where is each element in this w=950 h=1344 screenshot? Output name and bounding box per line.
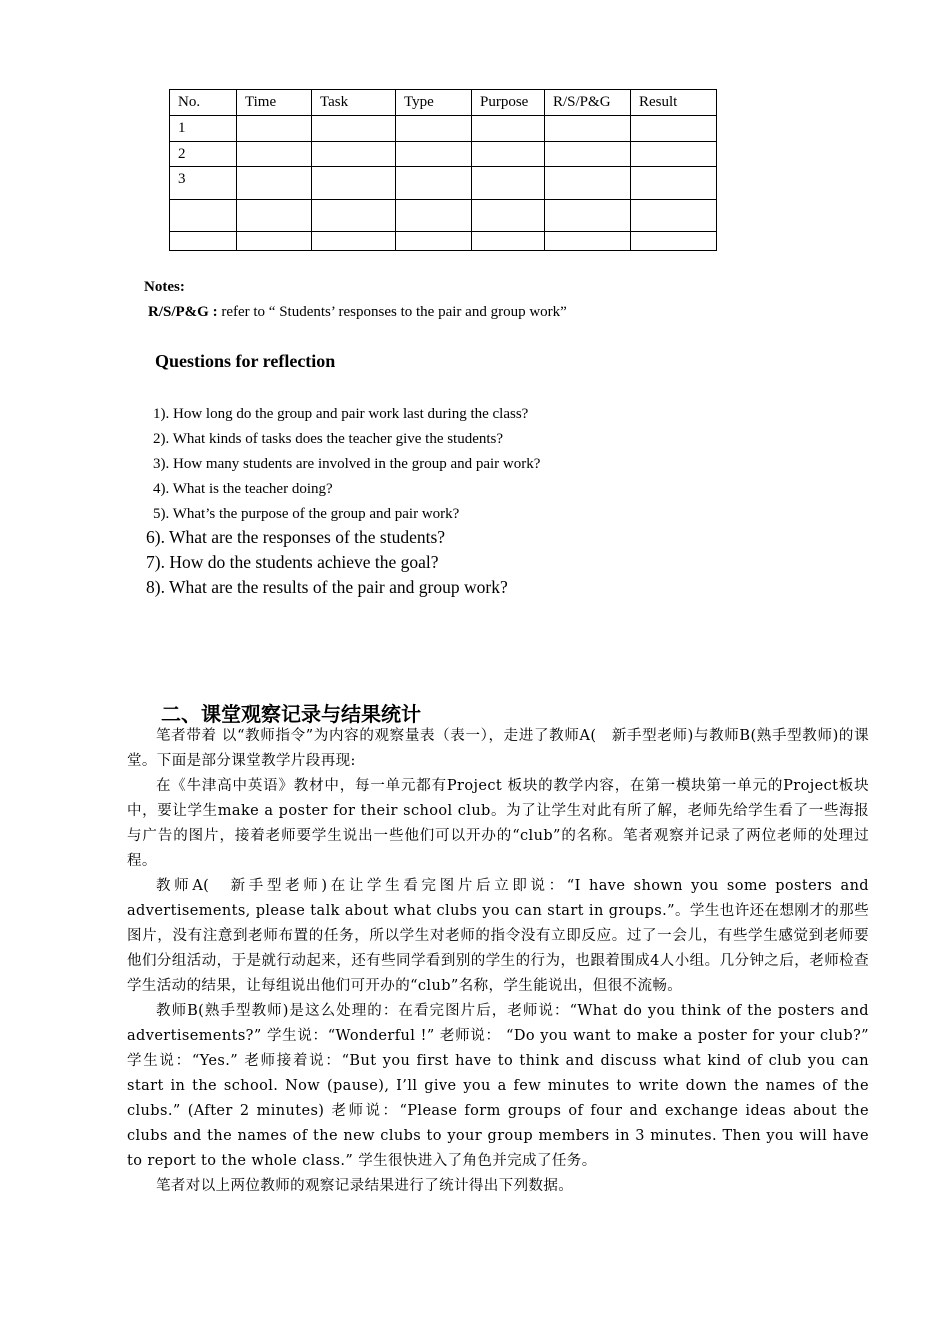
table-column-header: Result [631,90,717,116]
table-cell [631,232,717,251]
body-paragraph: 笔者对以上两位教师的观察记录结果进行了统计得出下列数据。 [156,1178,574,1194]
table-cell [396,142,472,167]
table-cell [545,232,631,251]
table-row [170,116,717,142]
table-column-header: Type [396,90,472,116]
table-cell [545,167,631,200]
table-cell [237,232,312,251]
reflection-question: 7). How do the students achieve the goal? [146,552,439,572]
reflection-question: 2). What kinds of tasks does the teacher give the students? [153,431,504,447]
table-cell [472,232,545,251]
table-cell [545,116,631,142]
table-row [170,167,717,200]
section-heading: 二、课堂观察记录与结果统计 [161,702,421,726]
body-paragraph: 笔者带着 以“教师指令”为内容的观察量表（表一），走进了教师A( 新手型老师)与教师B(熟手型教师)的课堂。下面是部分课堂教学片段再现: [127,728,869,769]
table-cell [472,167,545,200]
table-cell [631,116,717,142]
table-row [170,200,717,232]
table-cell [170,200,237,232]
notes-term: R/S/P&G : [148,304,218,320]
table-cell [170,232,237,251]
reflection-question: 3). How many students are involved in the group and pair work? [153,456,541,472]
table-cell: 1 [170,116,237,142]
table-cell [312,200,396,232]
reflection-questions-6-8 [146,525,508,600]
table-cell [312,116,396,142]
notes-definition-text: refer to “ Students’ responses to the pair and group work” [221,304,567,320]
table-cell [545,142,631,167]
table-cell [237,116,312,142]
table-cell [396,116,472,142]
reflection-question: 6). What are the responses of the students? [146,527,446,547]
table-cell [396,167,472,200]
reflection-question: 4). What is the teacher doing? [153,481,333,497]
table-cell [396,232,472,251]
table-cell [396,200,472,232]
observation-table [169,89,717,251]
table-cell [312,167,396,200]
table-cell [631,142,717,167]
table-column-header: Time [237,90,312,116]
table-cell [631,200,717,232]
table-cell: 2 [170,142,237,167]
reflection-title: Questions for reflection [155,351,336,371]
table-cell [237,167,312,200]
reflection-question: 8). What are the results of the pair and group work? [146,577,508,597]
table-column-header: Purpose [472,90,545,116]
table-column-header: No. [170,90,237,116]
table-column-header: Task [312,90,396,116]
notes-title: Notes: [144,279,185,295]
table-cell [472,200,545,232]
body-paragraph: 教师A( 新手型老师)在让学生看完图片后立即说：“I have shown you some posters and advertisements, please talk about what clubs you can start in groups.”。学生也许还在想刚才的那些图片，没有注意到老师布置的任务，所以学生对老师的指令没有立即反应。过了一会儿，有些学生感觉到老师要他们分组活动，于是就行动起来，还有些同学看到别的学生的行为，也跟着围成4人小组。几分钟之后，老师检查学生活动的结果，让每组说出他们可开办的“club”名称，学生能说出，但很不流畅。 [127,878,869,994]
table-cell [312,232,396,251]
table-cell [312,142,396,167]
reflection-question: 5). What’s the purpose of the group and pair work? [153,506,460,522]
table-header-row [170,90,717,116]
table-row [170,142,717,167]
table-cell [472,142,545,167]
table-cell [472,116,545,142]
body-paragraph: 在《牛津高中英语》教材中，每一单元都有Project 板块的教学内容，在第一模块第一单元的Project板块中，要让学生make a poster for their school club。为了让学生对此有所了解，老师先给学生看了一些海报与广告的图片，接着老师要学生说出一些他们可以开办的“club”的名称。笔者观察并记录了两位老师的处理过程。 [127,778,869,869]
table-cell [545,200,631,232]
table-cell [237,200,312,232]
notes-definition [148,304,567,321]
table-cell: 3 [170,167,237,200]
table-cell [631,167,717,200]
reflection-questions-1-5 [153,402,540,527]
reflection-question: 1). How long do the group and pair work last during the class? [153,406,529,422]
section-body [127,724,869,1199]
table-row [170,232,717,251]
body-paragraph: 教师B(熟手型教师)是这么处理的：在看完图片后，老师说：“What do you think of the posters and advertisements?” 学生说：“Wonderful !” 老师说： “Do you want to make a poster for your club?” 学生说：“Yes.” 老师接着说：“But you first have to think and discuss what kind of club you can start in the school. Now (pause), I’ll give you a few minutes to write down the names of the clubs.” (After 2 minutes) 老师说：“Please form groups of four and exchange ideas about the clubs and the names of the new clubs to your group members in 3 minutes. Then you will have to report to the whole class.” 学生很快进入了角色并完成了任务。 [127,1003,869,1169]
table-column-header: R/S/P&G [545,90,631,116]
table-body [170,116,717,251]
table-cell [237,142,312,167]
